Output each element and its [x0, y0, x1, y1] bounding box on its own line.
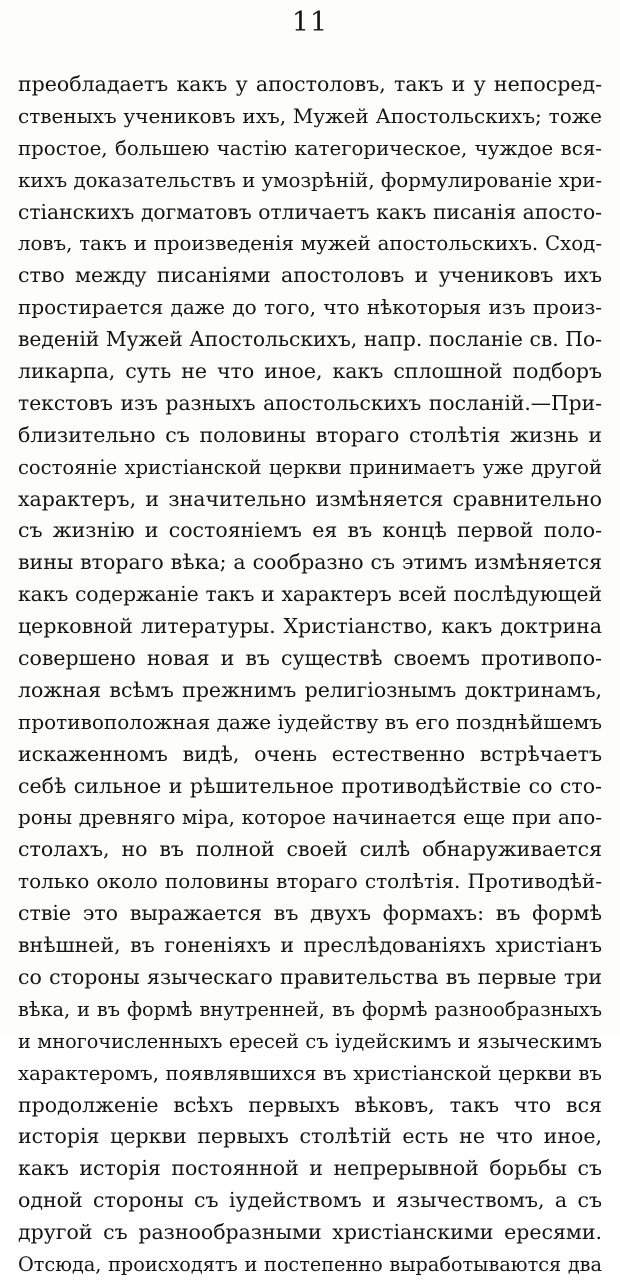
- text-line: ликарпа, суть не что иное, какъ сплошной подборъ: [18, 359, 602, 384]
- text-line: и многочисленныхъ ересей съ іудейскимъ и языческимъ: [18, 1029, 602, 1053]
- text-line: текстовъ изъ разныхъ апостольскихъ посланій.—При-: [18, 390, 602, 415]
- text-line: со стороны языческаго правительства въ первые три: [18, 964, 602, 989]
- text-line: совершено новая и въ существѣ своемъ противопо-: [18, 646, 602, 671]
- text-line: искаженномъ видѣ, очень естественно встрѣчаетъ: [18, 741, 602, 766]
- body-text: [18, 69, 602, 1281]
- text-line: состояніе христіанской церкви принимаетъ уже другой: [18, 455, 602, 479]
- text-line: противоположная даже іудейству въ его позднѣйшемъ: [18, 709, 602, 734]
- text-line: какъ исторія постоянной и непрерывной борьбы съ: [18, 1156, 602, 1181]
- text-line: кихъ доказательствъ и умозрѣній, формулированіе хри-: [18, 168, 602, 192]
- text-line: съ жизнію и состояніемъ ея въ концѣ первой поло-: [18, 518, 602, 543]
- text-line: церковной литературы. Христіанство, какъ доктрина: [18, 614, 602, 639]
- text-line: другой съ разнообразными христіанскими ересями.: [18, 1220, 602, 1245]
- text-line: ственыхъ учениковъ ихъ, Мужей Апостольскихъ; тоже: [18, 103, 602, 128]
- text-line: простирается даже до того, что нѣкоторыя изъ произ-: [18, 295, 602, 320]
- text-line: ложная всѣмъ прежнимъ религіознымъ доктринамъ,: [18, 677, 602, 702]
- text-line: стіанскихъ догматовъ отличаетъ какъ писанія апосто-: [18, 199, 602, 224]
- text-line: ловъ, такъ и произведенія мужей апостольскихъ. Сход-: [18, 232, 602, 256]
- text-line: роны древняго міра, которое начинается еще при апо-: [18, 805, 602, 830]
- text-line: ство между писаніями апостоловъ и учениковъ ихъ: [18, 263, 602, 288]
- text-line: веденій Мужей Апостольскихъ, напр. посланіе св. По-: [18, 327, 602, 352]
- text-line: себѣ сильное и рѣшительное противодѣйствіе со сто-: [18, 773, 602, 798]
- text-line: столахъ, но въ полной своей силѣ обнаруживается: [18, 837, 602, 862]
- page-number: 11: [291, 7, 329, 38]
- text-line: простое, большею частію категорическое, чуждое вся-: [18, 136, 602, 160]
- text-line: характеромъ, появлявшихся въ христіанской церкви въ: [18, 1061, 602, 1085]
- text-line: вины втораго вѣка; а сообразно съ этимъ измѣняется: [18, 550, 602, 575]
- text-line: близительно съ половины втораго столѣтія жизнь и: [18, 422, 602, 447]
- text-line: вѣка, и въ формѣ внутренней, въ формѣ разнообразныхъ: [18, 997, 602, 1021]
- text-line: какъ содержаніе такъ и характеръ всей послѣдующей: [18, 582, 602, 607]
- text-line: Отсюда, происходятъ и постепенно выработываются два: [18, 1252, 602, 1276]
- text-line: исторія церкви первыхъ столѣтій есть не что иное,: [18, 1124, 602, 1149]
- text-line: одной стороны съ іудействомъ и язычествомъ, а съ: [18, 1188, 602, 1213]
- text-line: внѣшней, въ гоненіяхъ и преслѣдованіяхъ христіанъ: [18, 933, 602, 958]
- text-line: продолженіе всѣхъ первыхъ вѣковъ, такъ что вся: [18, 1092, 602, 1117]
- text-line: ствіе это выражается въ двухъ формахъ: въ формѣ: [18, 901, 602, 926]
- text-line: характеръ, и значительно измѣняется сравнительно: [18, 486, 602, 511]
- text-line: только около половины втораго столѣтія. Противодѣй-: [18, 869, 602, 894]
- text-line: преобладаетъ какъ у апостоловъ, такъ и у непосред-: [18, 72, 602, 96]
